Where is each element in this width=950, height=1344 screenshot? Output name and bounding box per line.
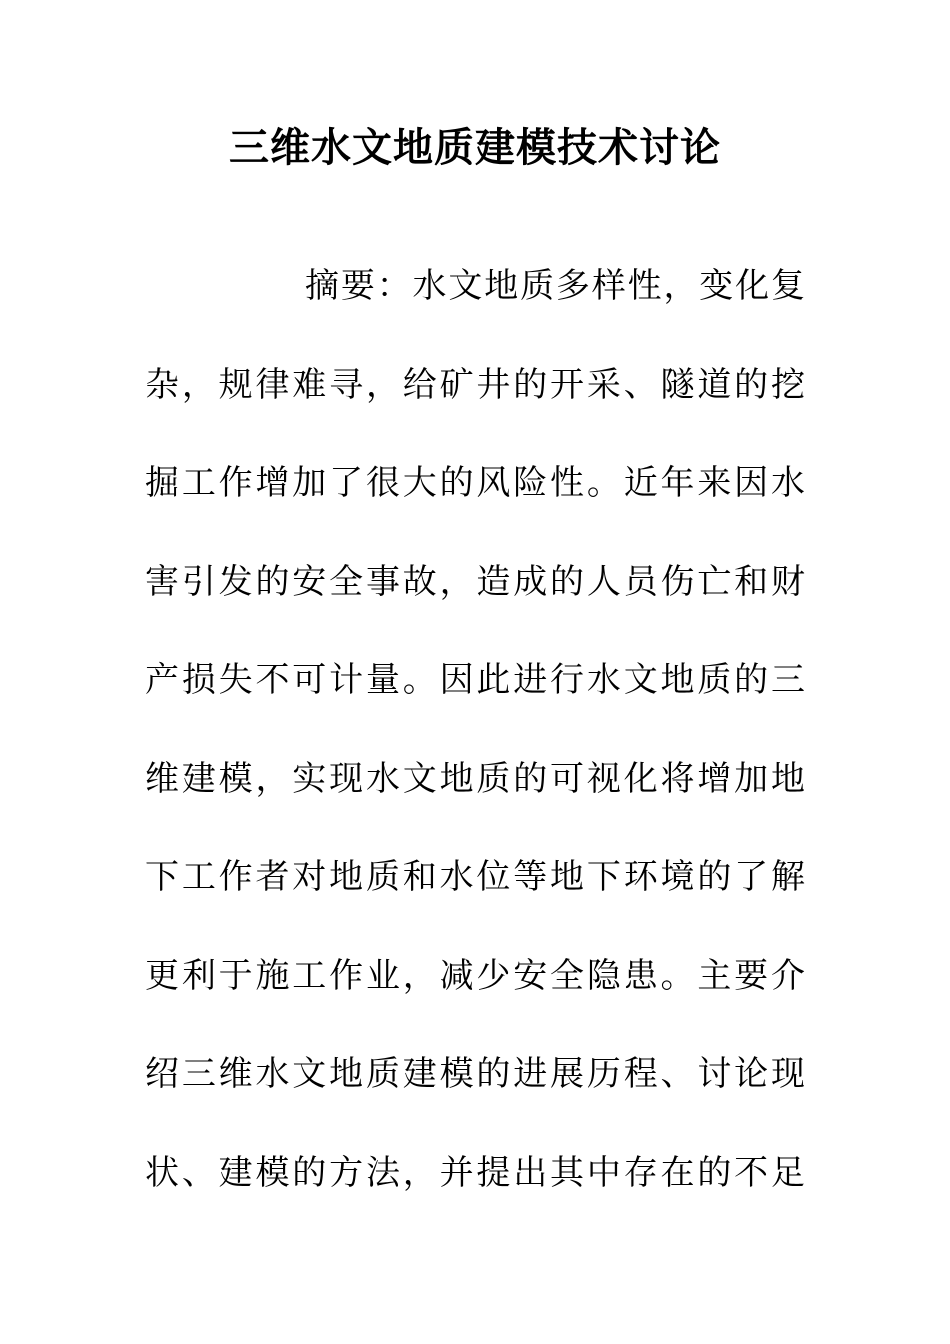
text-line: 绍三维水文地质建模的进展历程、讨论现	[145, 1054, 805, 1094]
text-line: 杂，规律难寻，给矿井的开采、隧道的挖	[145, 364, 805, 405]
text-line: 掘工作增加了很大的风险性。近年来因水	[145, 463, 805, 503]
text-line: 状、建模的方法，并提出其中存在的不足	[145, 1152, 805, 1193]
document-title: 三维水文地质建模技术讨论	[229, 124, 721, 171]
text-line: 害引发的安全事故，造成的人员伤亡和财	[145, 561, 805, 602]
text-line: 下工作者对地质和水位等地下环境的了解	[145, 857, 805, 897]
text-line: 摘要：水文地质多样性，变化复	[305, 266, 805, 306]
text-line: 更利于施工作业，减少安全隐患。主要介	[145, 955, 805, 996]
text-line: 产损失不可计量。因此进行水文地质的三	[145, 660, 805, 700]
abstract-paragraph	[145, 256, 805, 1241]
text-line: 维建模，实现水文地质的可视化将增加地	[145, 758, 805, 799]
